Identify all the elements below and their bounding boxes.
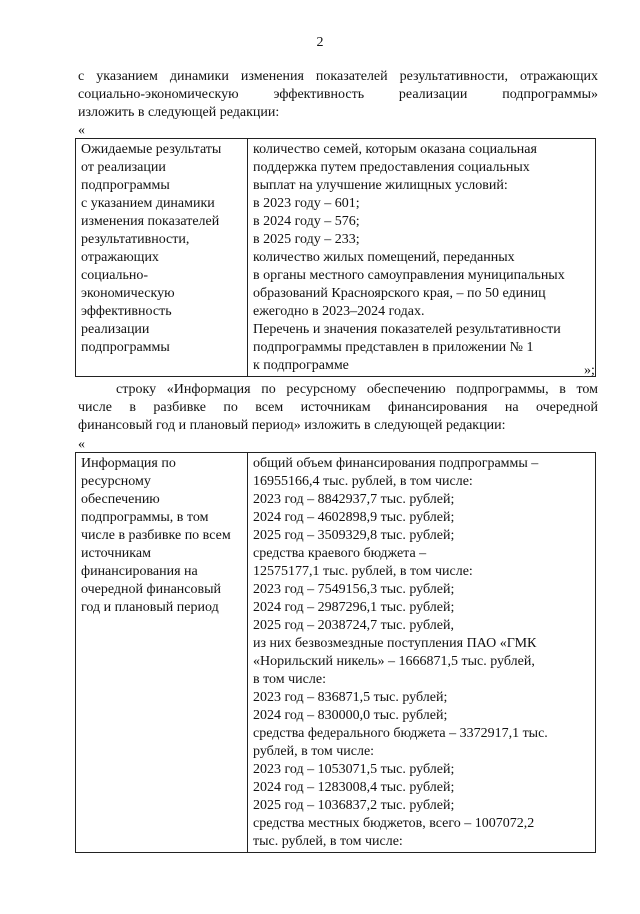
cell-line: ресурсному bbox=[81, 474, 151, 489]
cell-line: результативности, bbox=[81, 232, 190, 247]
cell-line: Перечень и значения показателей результативности bbox=[253, 322, 561, 337]
cell-line: подпрограммы bbox=[81, 178, 170, 193]
cell-line: социально- bbox=[81, 268, 149, 283]
cell-line: год и плановый период bbox=[81, 600, 219, 615]
cell-line: подпрограммы представлен в приложении № 1 bbox=[253, 340, 534, 355]
cell-line: в органы местного самоуправления муниципальных bbox=[253, 268, 565, 283]
quote-open-mark: « bbox=[78, 437, 85, 452]
intro-line: социально-экономическую эффективность реализации подпрограммы» bbox=[78, 87, 598, 102]
cell-line: средства местных бюджетов, всего – 1007072,2 bbox=[253, 816, 535, 831]
cell-line: 2024 год – 1283008,4 тыс. рублей; bbox=[253, 780, 455, 795]
cell-line: Информация по bbox=[81, 456, 176, 471]
cell-line: общий объем финансирования подпрограммы – bbox=[253, 456, 539, 471]
middle-paragraph bbox=[78, 381, 598, 435]
cell-line: финансирования на bbox=[81, 564, 198, 579]
cell-line: подпрограммы, в том bbox=[81, 510, 209, 525]
cell-line: 12575177,1 тыс. рублей, в том числе: bbox=[253, 564, 473, 579]
cell-line: 2023 год – 836871,5 тыс. рублей; bbox=[253, 690, 448, 705]
cell-line: 2025 год – 2038724,7 тыс. рублей, bbox=[253, 618, 454, 633]
funding-table bbox=[75, 452, 596, 853]
cell-line: числе в разбивке по всем bbox=[81, 528, 231, 543]
cell-line: отражающих bbox=[81, 250, 159, 265]
intro-line: с указанием динамики изменения показателей результативности, отражающих bbox=[78, 69, 598, 84]
cell-line: Ожидаемые результаты bbox=[81, 142, 222, 157]
cell-line: средства федерального бюджета – 3372917,1 тыс. bbox=[253, 726, 548, 741]
cell-line: рублей, в том числе: bbox=[253, 744, 375, 759]
cell-line: 2025 год – 1036837,2 тыс. рублей; bbox=[253, 798, 455, 813]
table-row bbox=[76, 139, 596, 377]
middle-line: строку «Информация по ресурсному обеспечению подпрограммы, в том bbox=[116, 382, 598, 397]
cell-line: в том числе: bbox=[253, 672, 326, 687]
cell-line: 2023 год – 1053071,5 тыс. рублей; bbox=[253, 762, 455, 777]
cell-line: образований Красноярского края, – по 50 единиц bbox=[253, 286, 546, 301]
cell-line: экономическую bbox=[81, 286, 175, 301]
cell-line: количество семей, которым оказана социальная bbox=[253, 142, 537, 157]
cell-line: 2024 год – 4602898,9 тыс. рублей; bbox=[253, 510, 455, 525]
middle-line: финансовый год и плановый период» изложить в следующей редакции: bbox=[78, 418, 506, 433]
cell-line: количество жилых помещений, переданных bbox=[253, 250, 515, 265]
intro-paragraph bbox=[78, 68, 598, 122]
page-number: 2 bbox=[316, 35, 324, 50]
cell-line: эффективность bbox=[81, 304, 172, 319]
cell-line: 2024 год – 830000,0 тыс. рублей; bbox=[253, 708, 448, 723]
intro-line: изложить в следующей редакции: bbox=[78, 105, 280, 120]
cell-line: изменения показателей bbox=[81, 214, 220, 229]
cell-line: к подпрограмме bbox=[253, 358, 349, 373]
funding-label-cell bbox=[76, 453, 248, 853]
cell-line: с указанием динамики bbox=[81, 196, 215, 211]
cell-line: из них безвозмездные поступления ПАО «ГМК bbox=[253, 636, 537, 651]
results-table bbox=[75, 138, 596, 377]
cell-line: реализации bbox=[81, 322, 150, 337]
cell-line: 2025 год – 3509329,8 тыс. рублей; bbox=[253, 528, 455, 543]
cell-line: источникам bbox=[81, 546, 151, 561]
cell-line: в 2023 году – 601; bbox=[253, 196, 360, 211]
cell-line: 2023 год – 8842937,7 тыс. рублей; bbox=[253, 492, 455, 507]
cell-line: в 2024 году – 576; bbox=[253, 214, 360, 229]
middle-line: числе в разбивке по всем источникам финансирования на очередной bbox=[78, 400, 598, 415]
cell-line: тыс. рублей, в том числе: bbox=[253, 834, 403, 849]
cell-line: 2024 год – 2987296,1 тыс. рублей; bbox=[253, 600, 455, 615]
cell-line: средства краевого бюджета – bbox=[253, 546, 427, 561]
cell-line: ежегодно в 2023–2024 годах. bbox=[253, 304, 425, 319]
quote-close-mark: »; bbox=[584, 363, 595, 378]
cell-line: «Норильский никель» – 1666871,5 тыс. рублей, bbox=[253, 654, 535, 669]
cell-line: в 2025 году – 233; bbox=[253, 232, 360, 247]
results-label-cell bbox=[76, 139, 248, 377]
cell-line: очередной финансовый bbox=[81, 582, 222, 597]
cell-line: 16955166,4 тыс. рублей, в том числе: bbox=[253, 474, 473, 489]
results-value-cell bbox=[248, 139, 596, 377]
cell-line: 2023 год – 7549156,3 тыс. рублей; bbox=[253, 582, 455, 597]
cell-line: обеспечению bbox=[81, 492, 160, 507]
cell-line: от реализации bbox=[81, 160, 166, 175]
table-row bbox=[76, 453, 596, 853]
cell-line: поддержка путем предоставления социальных bbox=[253, 160, 530, 175]
quote-open-mark: « bbox=[78, 123, 85, 138]
cell-line: выплат на улучшение жилищных условий: bbox=[253, 178, 508, 193]
funding-value-cell bbox=[248, 453, 596, 853]
cell-line: подпрограммы bbox=[81, 340, 170, 355]
